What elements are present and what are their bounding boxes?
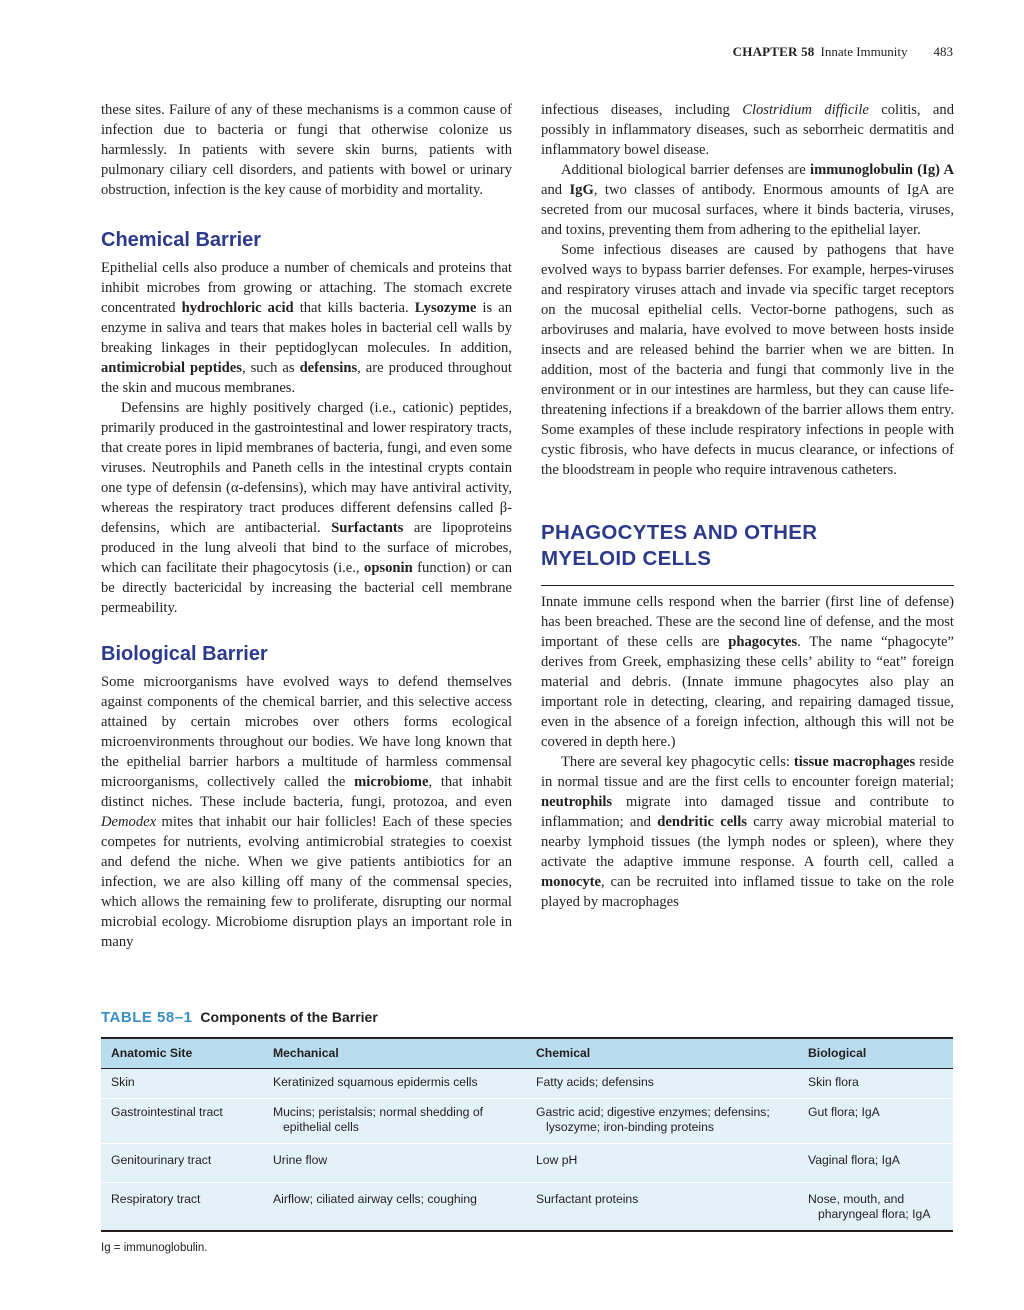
cell-chemical: Surfactant proteins [526, 1183, 798, 1232]
term-opsonin: opsonin [364, 560, 413, 576]
term-demodex: Demodex [101, 814, 157, 830]
cell-site: Genitourinary tract [101, 1144, 263, 1183]
table-row [101, 1183, 953, 1232]
table-header-row [101, 1038, 953, 1069]
section-rule [541, 585, 954, 586]
cell-biological: Vaginal flora; IgA [798, 1144, 953, 1183]
paragraph-phagocytic-cells: There are several key phagocytic cells: tissue macrophages reside in normal tissue and are the first cells to encounter foreign material; neutrophils migrate into damaged tissue and contribute to inflammation; and dendritic cells carry away microbial material to nearby lymphoid tissues (the lymph nodes or spleen), where they activate the adaptive immune response. A fourth cell, called a monocyte, can be recruited into inflamed tissue to take on the role played by macrophages [541, 754, 954, 910]
heading-line-1: PHAGOCYTES AND OTHER [541, 521, 818, 544]
term-dendritic-cells: dendritic cells [657, 814, 747, 830]
header-chemical: Chemical [526, 1038, 798, 1069]
table-number: TABLE 58–1 [101, 1009, 193, 1026]
chapter-title: Innate Immunity [820, 44, 908, 59]
term-surfactants: Surfactants [331, 520, 404, 536]
heading-chemical-barrier: Chemical Barrier [101, 229, 262, 251]
paragraph-chemical-2: Defensins are highly positively charged (i.e., cationic) peptides, primarily produced in the gastrointestinal and lower respiratory tracts, that create pores in lipid membranes of bacteria, fungi, and even some viruses. Neutrophils and Paneth cells in the intestinal crypts contain one type of defensin (α-defensins), which may have antiviral activity, whereas the respiratory tract produces different defensins called β-defensins, which are antibacterial. Surfactants are lipoproteins produced in the lung alveoli that bind to the surface of microbes, which can facilitate their phagocytosis (i.e., opsonin function) or can be directly bactericidal by increasing the bacterial cell membrane permeability. [101, 400, 512, 616]
paragraph-immunoglobulin: Additional biological barrier defenses are immunoglobulin (Ig) A and IgG, two classes of antibody. Enormous amounts of IgA are secreted from our mucosal surfaces, where it binds bacteria, viruses, and toxins, preventing them from adhering to the epithelial layer. [541, 162, 954, 238]
cell-chemical: Gastric acid; digestive enzymes; defensins; lysozyme; iron-binding proteins [526, 1099, 798, 1144]
table-footnote: Ig = immunoglobulin. [101, 1242, 208, 1254]
running-header [733, 44, 953, 60]
header-mechanical: Mechanical [263, 1038, 526, 1069]
cell-mechanical: Urine flow [263, 1144, 526, 1183]
term-immunoglobulin-a: immunoglobulin (Ig) A [810, 162, 954, 178]
term-clostridium-difficile: Clostridium difficile [742, 102, 869, 118]
term-monocyte: monocyte [541, 874, 601, 890]
header-biological: Biological [798, 1038, 953, 1069]
term-hydrochloric-acid: hydrochloric acid [181, 300, 294, 316]
cell-biological: Skin flora [798, 1069, 953, 1099]
term-tissue-macrophages: tissue macrophages [793, 754, 916, 770]
table-title: Components of the Barrier [200, 1009, 378, 1025]
table-section [101, 1006, 953, 1254]
term-phagocytes: phagocytes [728, 634, 798, 650]
table-row [101, 1069, 953, 1099]
paragraph-pathogens: Some infectious diseases are caused by pathogens that have evolved ways to bypass barrier defenses. For example, herpes-viruses and respiratory viruses attach and invade via specific target receptors on the mucosal epithelial cells. Vector-borne pathogens, such as arboviruses and malaria, have evolved to move between hosts inside insects and are released behind the barrier when we are bitten. In addition, most of the bacteria and fungi that commonly live in the environment or in our intestines are harmless, but they can cause life-threatening infections if a breakdown of the barrier allows them entry. Some examples of these include respiratory infections in people with cystic fibrosis, who have defects in mucus clearance, or infections of the bloodstream in people who require intravenous catheters. [541, 242, 954, 478]
page-number: 483 [933, 44, 953, 59]
term-defensins: defensins [299, 360, 358, 376]
cell-site: Gastrointestinal tract [101, 1099, 263, 1144]
barrier-components-table [101, 1037, 953, 1232]
cell-mechanical: Keratinized squamous epidermis cells [263, 1069, 526, 1099]
table-caption [101, 1006, 953, 1029]
cell-chemical: Fatty acids; defensins [526, 1069, 798, 1099]
term-lysozyme: Lysozyme [414, 300, 477, 316]
heading-biological-barrier: Biological Barrier [101, 643, 268, 665]
cell-site: Skin [101, 1069, 263, 1099]
paragraph-biological-1: Some microorganisms have evolved ways to defend themselves against components of the chemical barrier, and this selective access attained by certain microbes over others forms ecological microenvironments throughout our bodies. We have long known that the epithelial barrier harbors a multitude of harmless commensal microorganisms, collectively called the microbiome, that inhabit distinct niches. These include bacteria, fungi, protozoa, and even Demodex mites that inhabit our hair follicles! Each of these species competes for nutrients, evolving antimicrobial strategies to coexist and defend the niche. When we give patients antibiotics for an infection, we are also killing off many of the commensal species, which allows the remaining few to proliferate, disrupting our normal microbial ecology. Microbiome disruption plays an important role in many [101, 674, 512, 950]
paragraph-continued: infectious diseases, including Clostridium difficile colitis, and possibly in inflammatory diseases, such as seborrheic dermatitis and inflammatory bowel disease. [541, 102, 955, 158]
chapter-label: CHAPTER 58 [732, 44, 815, 59]
cell-biological: Gut flora; IgA [798, 1099, 953, 1144]
major-section-heading [541, 520, 954, 572]
cell-mechanical: Airflow; ciliated airway cells; coughing [263, 1183, 526, 1232]
header-anatomic-site: Anatomic Site [101, 1038, 263, 1069]
term-antimicrobial-peptides: antimicrobial peptides [101, 360, 242, 376]
term-igg: IgG [569, 182, 594, 198]
term-neutrophils: neutrophils [541, 794, 613, 810]
paragraph-intro: these sites. Failure of any of these mechanisms is a common cause of infection due to bacteria or fungi that otherwise colonize us harmlessly. In patients with severe skin burns, patients with pulmonary ciliary cell disorders, and patients with bowel or urinary obstruction, infection is the key cause of morbidity and mortality. [101, 102, 512, 198]
left-column [101, 100, 512, 952]
table-row [101, 1099, 953, 1144]
right-column [541, 100, 954, 912]
cell-biological: Nose, mouth, and pharyngeal flora; IgA [798, 1183, 953, 1232]
paragraph-chemical-1: Epithelial cells also produce a number of chemicals and proteins that inhibit microbes from growing or attaching. The stomach excrete concentrated hydrochloric acid that kills bacteria. Lysozyme is an enzyme in saliva and tears that makes holes in bacterial cell walls by breaking linkages in their peptidoglycan molecules. In addition, antimicrobial peptides, such as defensins, are produced throughout the skin and mucous membranes. [101, 260, 512, 396]
table-row [101, 1144, 953, 1183]
cell-chemical: Low pH [526, 1144, 798, 1183]
heading-line-2: MYELOID CELLS [541, 547, 712, 570]
term-microbiome: microbiome [354, 774, 429, 790]
cell-mechanical: Mucins; peristalsis; normal shedding of epithelial cells [263, 1099, 526, 1144]
paragraph-innate-cells: Innate immune cells respond when the barrier (first line of defense) has been breached. These are the second line of defense, and the most important of these cells are phagocytes. The name “phagocyte” derives from Greek, emphasizing these cells’ ability to “eat” foreign material and debris. (Innate immune phagocytes also play an important role in detecting, clearing, and repairing damaged tissue, even in the absence of a foreign infection, although this will not be covered in depth here.) [541, 594, 954, 750]
cell-site: Respiratory tract [101, 1183, 263, 1232]
